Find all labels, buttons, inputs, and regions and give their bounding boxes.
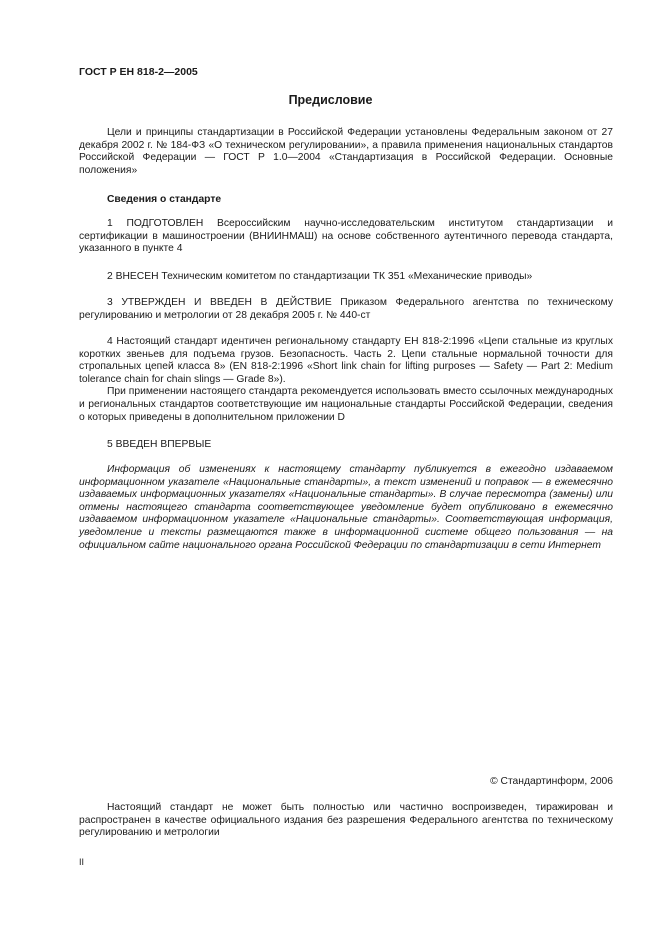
item-4-paragraph: 4 Настоящий стандарт идентичен региональному стандарту ЕН 818-2:1996 «Цепи стальные из круглых коротких звеньев для подъема грузов. Безопасность. Часть 2. Цепи стальные нормальной точности для стропальных цепей класса 8» (EN 818-2:1996 «Short link chain for lifting purposes — Safety — Part 2: Medium tolerance chain for chain slings — Grade 8»). (79, 336, 613, 385)
document-code: ГОСТ Р ЕН 818-2—2005 (79, 66, 198, 78)
item-5-block (79, 439, 613, 452)
intro-paragraph: Цели и принципы стандартизации в Российской Федерации установлены Федеральным законом от 27 декабря 2002 г. № 184-ФЗ «О техническом регулировании», а правила применения национальных стандартов Российской Федерации — ГОСТ Р 1.0—2004 «Стандартизация в Российской Федерации. Основные положения» (79, 127, 613, 176)
page-number: II (79, 857, 85, 867)
item-4-note-paragraph: При применении настоящего стандарта рекомендуется использовать вместо ссылочных международных и региональных стандартов соответствующие им национальные стандарты Российской Федерации, сведения о которых приведены в дополнительном приложении D (79, 386, 613, 423)
section-subheading: Сведения о стандарте (107, 194, 222, 205)
copyright-notice: © Стандартинформ, 2006 (490, 776, 613, 787)
reproduction-notice-paragraph: Настоящий стандарт не может быть полностью или частично воспроизведен, тиражирован и распространен в качестве официального издания без разрешения Федерального агентства по техническому регулированию и метрологии (79, 802, 613, 839)
item-3-block (79, 297, 613, 322)
info-notice-paragraph: Информация об изменениях к настоящему стандарту публикуется в ежегодно издаваемом информационном указателе «Национальные стандарты», а текст изменений и поправок — в ежемесячно издаваемых информационных указателях «Национальные стандарты». В случае пересмотра (замены) или отмены настоящего стандарта соответствующее уведомление будет опубликовано в ежемесячно издаваемом информационном указателе «Национальные стандарты». Соответствующая информация, уведомление и тексты размещаются также в информационной системе общего пользования — на официальном сайте национального органа Российской Федерации по стандартизации в сети Интернет (79, 464, 613, 551)
info-notice-block (79, 464, 613, 552)
item-3-paragraph: 3 УТВЕРЖДЕН И ВВЕДЕН В ДЕЙСТВИЕ Приказом Федерального агентства по техническому регулированию и метрологии от 28 декабря 2005 г. № 440-ст (79, 297, 613, 321)
item-2-paragraph: 2 ВНЕСЕН Техническим комитетом по стандартизации ТК 351 «Механические приводы» (107, 271, 533, 282)
item-1-paragraph: 1 ПОДГОТОВЛЕН Всероссийским научно-исследовательским институтом стандартизации и сертификации в машиностроении (ВНИИНМАШ) на основе собственного аутентичного перевода стандарта, указанного в пункте 4 (79, 218, 613, 255)
item-4-block (79, 336, 613, 424)
intro-block (79, 127, 613, 177)
reproduction-notice-block (79, 802, 613, 840)
item-5-paragraph: 5 ВВЕДЕН ВПЕРВЫЕ (107, 439, 212, 450)
page-title: Предисловие (288, 93, 373, 107)
item-2-block (79, 271, 613, 284)
item-1-block (79, 218, 613, 256)
